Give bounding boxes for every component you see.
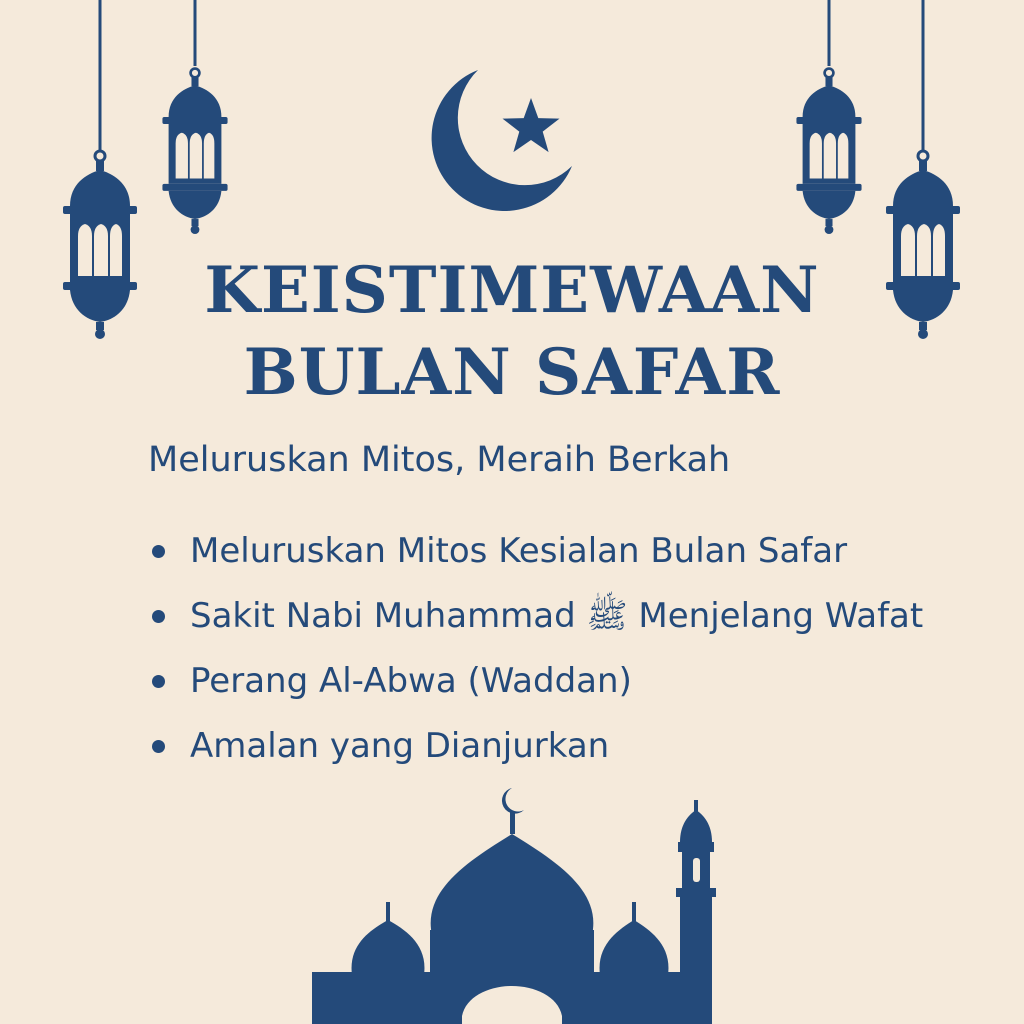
title-line-2: BULAN SAFAR xyxy=(243,335,781,410)
bullet-icon xyxy=(152,675,165,688)
page-title xyxy=(0,250,1024,414)
title-line-1: KEISTIMEWAAN xyxy=(204,253,820,328)
subtitle: Meluruskan Mitos, Meraih Berkah xyxy=(148,440,731,480)
list-item-label: Sakit Nabi Muhammad ﷺ Menjelang Wafat xyxy=(190,596,924,636)
list-item xyxy=(150,523,923,588)
crescent-star-icon xyxy=(432,70,572,211)
bullet-icon xyxy=(152,545,165,558)
list-item-label: Amalan yang Dianjurkan xyxy=(190,726,610,766)
list-item xyxy=(150,718,923,783)
list-item xyxy=(150,588,923,653)
list-item-label: Meluruskan Mitos Kesialan Bulan Safar xyxy=(190,531,848,571)
bullet-icon xyxy=(152,740,165,753)
topic-list xyxy=(150,523,923,783)
list-item xyxy=(150,653,923,718)
lantern-right-inner xyxy=(796,0,861,234)
lantern-left-inner xyxy=(162,0,227,234)
minaret-window xyxy=(693,858,700,882)
list-item-label: Perang Al-Abwa (Waddan) xyxy=(190,661,632,701)
bullet-icon xyxy=(152,610,165,623)
